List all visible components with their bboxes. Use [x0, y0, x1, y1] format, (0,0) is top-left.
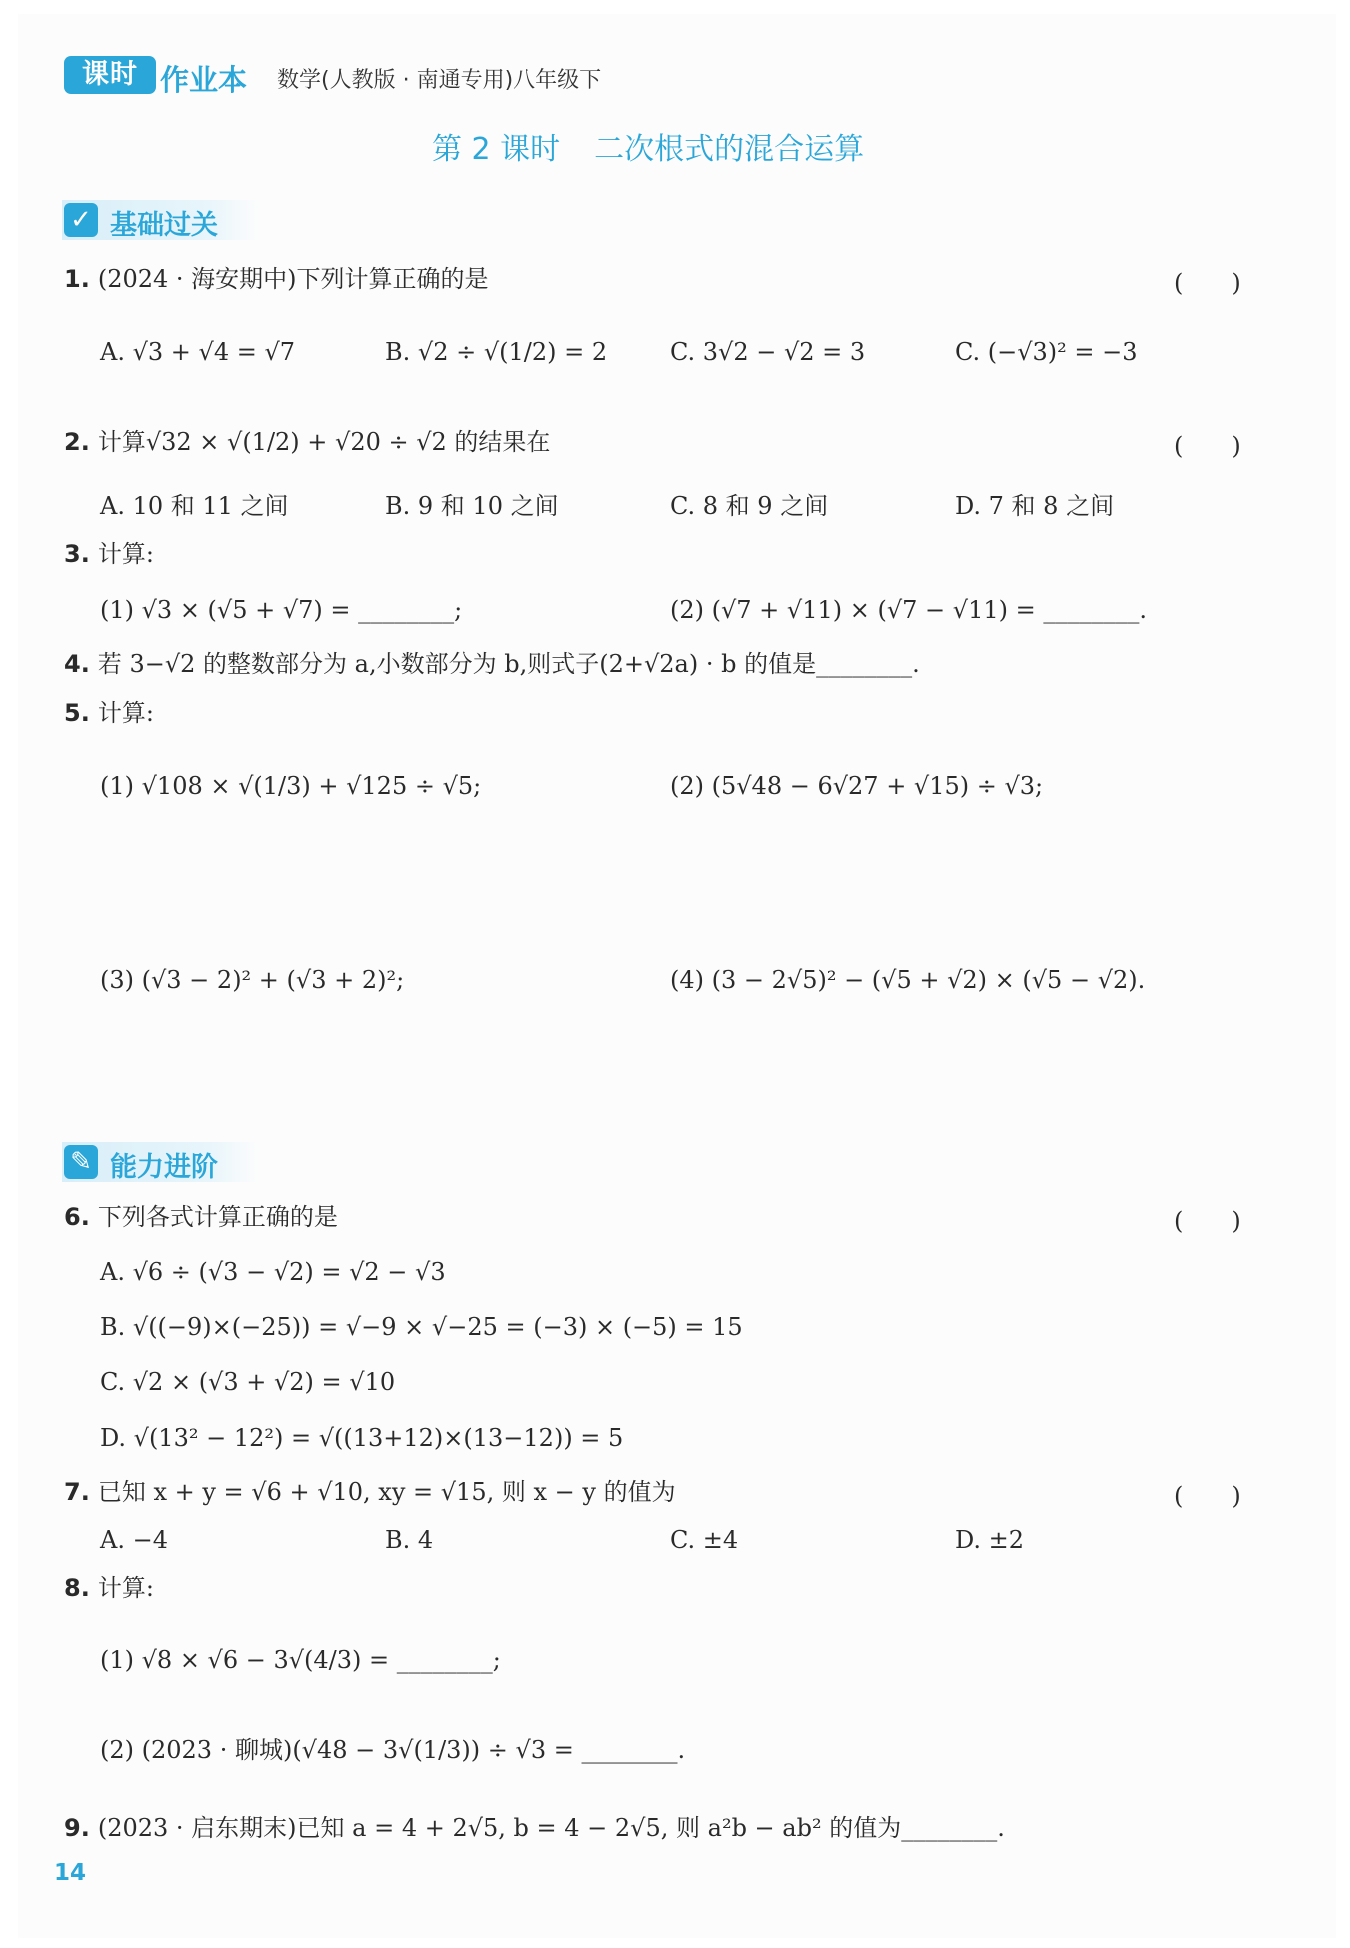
- question-stem: 计算:: [97, 699, 154, 727]
- answer-bracket: ( ): [1174, 1207, 1241, 1235]
- q5-part-2: (2) (5√48 − 6√27 + √15) ÷ √3;: [670, 772, 1044, 800]
- question-stem: 计算:: [97, 1574, 154, 1602]
- q2-option-a: A. 10 和 11 之间: [100, 492, 289, 520]
- question-3: [64, 538, 154, 570]
- logo-badge: 课时: [64, 56, 156, 94]
- question-number: 4.: [64, 650, 90, 678]
- q8-part-1: (1) √8 × √6 − 3√(4/3) = ________;: [100, 1646, 501, 1674]
- question-stem: (2023 · 启东期末)已知 a = 4 + 2√5, b = 4 − 2√5, 则 a²b − ab² 的值为________.: [97, 1814, 1005, 1842]
- q5-part-3: (3) (√3 − 2)² + (√3 + 2)²;: [100, 966, 405, 994]
- brand-name: 作业本: [160, 63, 248, 97]
- question-1: [64, 263, 489, 295]
- question-number: 1.: [64, 265, 90, 293]
- question-number: 5.: [64, 699, 90, 727]
- q7-option-a: A. −4: [100, 1526, 168, 1554]
- question-stem: 计算:: [97, 540, 154, 568]
- question-8: [64, 1572, 154, 1604]
- lesson-title: [432, 124, 864, 168]
- page-number: 14: [54, 1860, 87, 1886]
- q7-option-c: C. ±4: [670, 1526, 739, 1554]
- question-number: 9.: [64, 1814, 90, 1842]
- question-number: 2.: [64, 428, 90, 456]
- question-7: [64, 1476, 676, 1508]
- section-advanced-banner: [62, 1142, 258, 1182]
- q1-option-c: C. 3√2 − √2 = 3: [670, 338, 866, 366]
- q1-option-a: A. √3 + √4 = √7: [100, 338, 296, 366]
- question-9: [64, 1812, 1005, 1844]
- lesson-number: 第 2 课时: [432, 132, 561, 167]
- q3-part-2: (2) (√7 + √11) × (√7 − √11) = ________.: [670, 596, 1147, 624]
- subject-line: 数学(人教版 · 南通专用)八年级下: [277, 68, 602, 93]
- question-6: [64, 1201, 338, 1233]
- answer-bracket: ( ): [1174, 1482, 1241, 1510]
- q8-part-2: (2) (2023 · 聊城)(√48 − 3√(1/3)) ÷ √3 = ________.: [100, 1736, 686, 1764]
- q5-part-4: (4) (3 − 2√5)² − (√5 + √2) × (√5 − √2).: [670, 966, 1146, 994]
- section-advanced-label: 能力进阶: [110, 1152, 218, 1183]
- question-2: [64, 426, 550, 458]
- question-stem: 下列各式计算正确的是: [97, 1203, 338, 1231]
- pencil-icon: ✎: [64, 1145, 98, 1179]
- q1-option-d: C. (−√3)² = −3: [955, 338, 1138, 366]
- q2-option-d: D. 7 和 8 之间: [955, 492, 1115, 520]
- q3-part-1: (1) √3 × (√5 + √7) = ________;: [100, 596, 463, 624]
- question-5: [64, 697, 154, 729]
- lesson-topic: 二次根式的混合运算: [594, 132, 865, 167]
- section-basic-banner: [62, 200, 258, 240]
- q6-option-b: B. √((−9)×(−25)) = √−9 × √−25 = (−3) × (−5) = 15: [100, 1313, 743, 1341]
- question-number: 7.: [64, 1478, 90, 1506]
- question-stem: 已知 x + y = √6 + √10, xy = √15, 则 x − y 的值为: [97, 1478, 676, 1506]
- q5-part-1: (1) √108 × √(1/3) + √125 ÷ √5;: [100, 772, 482, 800]
- section-basic-label: 基础过关: [110, 210, 218, 241]
- q2-option-c: C. 8 和 9 之间: [670, 492, 829, 520]
- q1-option-b: B. √2 ÷ √(1/2) = 2: [385, 338, 608, 366]
- question-stem: 若 3−√2 的整数部分为 a,小数部分为 b,则式子(2+√2a) · b 的值是________.: [97, 650, 920, 678]
- checkbox-icon: ✓: [64, 203, 98, 237]
- answer-bracket: ( ): [1174, 269, 1241, 297]
- question-stem: 计算√32 × √(1/2) + √20 ÷ √2 的结果在: [97, 428, 551, 456]
- answer-bracket: ( ): [1174, 432, 1241, 460]
- q6-option-c: C. √2 × (√3 + √2) = √10: [100, 1368, 396, 1396]
- q7-option-d: D. ±2: [955, 1526, 1025, 1554]
- q6-option-a: A. √6 ÷ (√3 − √2) = √2 − √3: [100, 1258, 446, 1286]
- question-stem: (2024 · 海安期中)下列计算正确的是: [97, 265, 489, 293]
- question-number: 8.: [64, 1574, 90, 1602]
- question-number: 6.: [64, 1203, 90, 1231]
- q6-option-d: D. √(13² − 12²) = √((13+12)×(13−12)) = 5: [100, 1424, 624, 1452]
- q2-option-b: B. 9 和 10 之间: [385, 492, 559, 520]
- question-number: 3.: [64, 540, 90, 568]
- question-4: [64, 648, 920, 680]
- q7-option-b: B. 4: [385, 1526, 434, 1554]
